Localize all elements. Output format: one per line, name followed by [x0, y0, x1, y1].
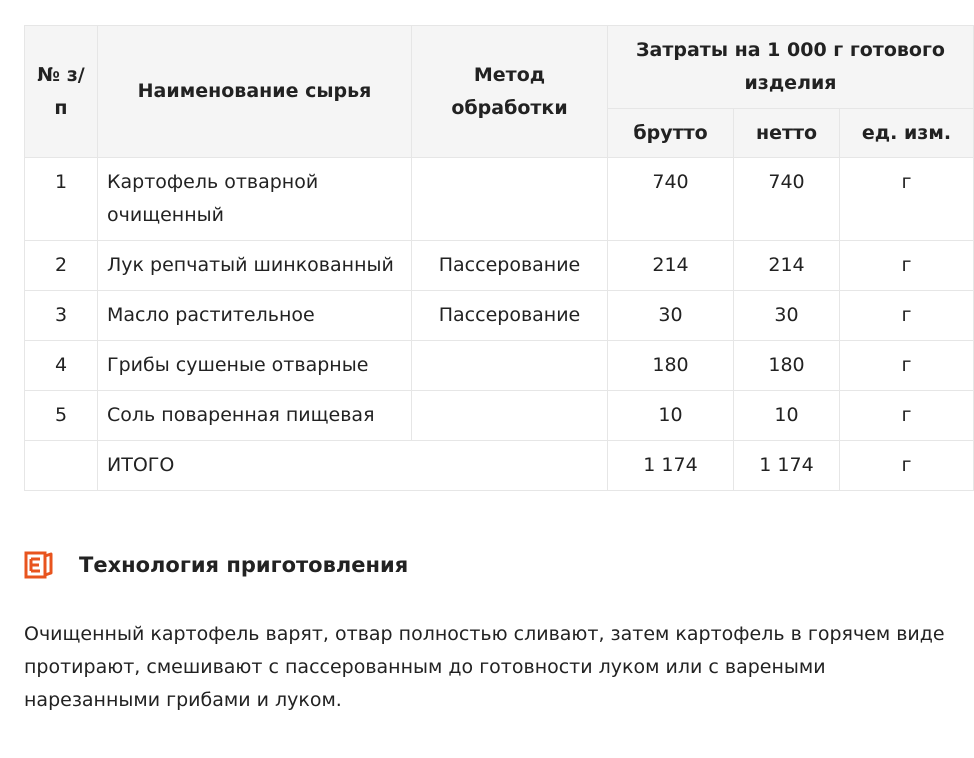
row-gross: 214	[608, 241, 734, 291]
total-gross: 1 174	[608, 441, 734, 491]
row-name: Масло растительное	[98, 291, 412, 341]
header-costs: Затраты на 1 000 г готового изделия	[608, 26, 974, 109]
row-net: 740	[734, 158, 840, 241]
header-name: Наименование сырья	[98, 26, 412, 158]
row-name: Картофель отварной очищенный	[98, 158, 412, 241]
row-number: 1	[25, 158, 98, 241]
row-unit: г	[840, 291, 974, 341]
row-unit: г	[840, 341, 974, 391]
row-method: Пассерование	[412, 291, 608, 341]
row-gross: 740	[608, 158, 734, 241]
row-gross: 180	[608, 341, 734, 391]
section-title: Технология приготовления	[79, 553, 409, 577]
row-name: Лук репчатый шинкованный	[98, 241, 412, 291]
header-net: нетто	[734, 109, 840, 158]
row-number: 3	[25, 291, 98, 341]
row-net: 10	[734, 391, 840, 441]
row-name: Грибы сушеные отварные	[98, 341, 412, 391]
table-row	[25, 241, 974, 291]
row-number: 5	[25, 391, 98, 441]
total-number-cell	[25, 441, 98, 491]
section-heading	[24, 545, 408, 585]
row-number: 4	[25, 341, 98, 391]
table-row	[25, 291, 974, 341]
header-unit: ед. изм.	[840, 109, 974, 158]
table-row	[25, 158, 974, 241]
total-net: 1 174	[734, 441, 840, 491]
row-method	[412, 158, 608, 241]
row-unit: г	[840, 241, 974, 291]
header-number: № з/п	[25, 26, 98, 158]
row-net: 180	[734, 341, 840, 391]
row-number: 2	[25, 241, 98, 291]
row-unit: г	[840, 391, 974, 441]
row-name: Соль поваренная пищевая	[98, 391, 412, 441]
row-method	[412, 341, 608, 391]
row-unit: г	[840, 158, 974, 241]
row-method	[412, 391, 608, 441]
row-net: 214	[734, 241, 840, 291]
row-net: 30	[734, 291, 840, 341]
recipe-book-icon	[24, 550, 54, 580]
total-label: ИТОГО	[98, 441, 608, 491]
total-row	[25, 441, 974, 491]
cooking-description: Очищенный картофель варят, отвар полностью сливают, затем картофель в горячем виде протирают, смешивают с пассерованным до готовности луком или с вареными нарезанными грибами и луком.	[24, 623, 945, 711]
table-row	[25, 391, 974, 441]
row-method: Пассерование	[412, 241, 608, 291]
ingredients-table	[24, 25, 974, 491]
total-unit: г	[840, 441, 974, 491]
table-row	[25, 341, 974, 391]
row-gross: 30	[608, 291, 734, 341]
header-method: Метод обработки	[412, 26, 608, 158]
row-gross: 10	[608, 391, 734, 441]
header-gross: брутто	[608, 109, 734, 158]
